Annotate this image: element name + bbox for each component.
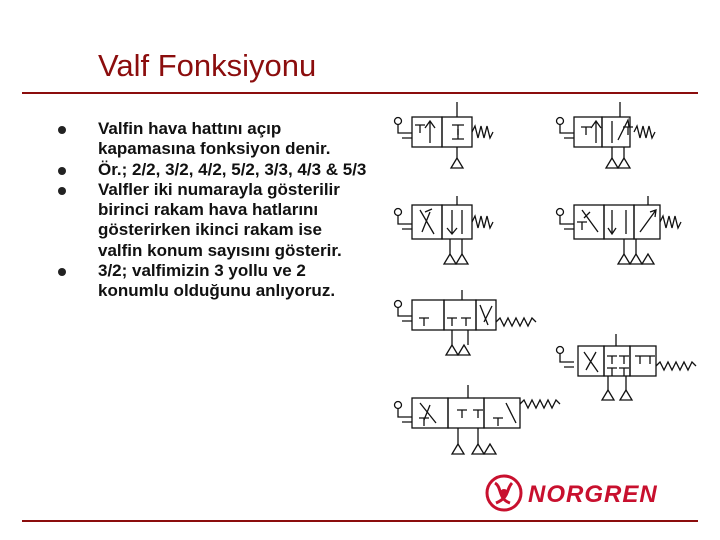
bullet-list (58, 119, 368, 302)
bullet-icon (58, 187, 66, 195)
valve-5-2-symbol (395, 385, 561, 454)
title-divider (22, 92, 698, 94)
norgren-logo (484, 471, 698, 515)
footer-divider (22, 520, 698, 522)
bullet-icon (58, 268, 66, 276)
valve-4-2-symbol (395, 290, 537, 355)
bullet-item (58, 261, 368, 302)
bullet-item (58, 180, 368, 261)
bullet-text: Valfler iki numarayla gösterilir birinci rakam hava hatlarını gösterirken ikinci rakam ise valfin konum sayısını gösterir. (98, 179, 342, 260)
valve-4-3-symbol (557, 196, 682, 264)
bullet-text: 3/2; valfimizin 3 yollu ve 2 konumlu olduğunu anlıyoruz. (98, 261, 336, 301)
bullet-item (58, 160, 368, 180)
slide-title: Valf Fonksiyonu (98, 48, 317, 83)
valve-symbols (385, 95, 700, 465)
bullet-icon (58, 126, 66, 134)
bullet-icon (58, 167, 66, 175)
valve-3-3-symbol (557, 102, 656, 168)
norgren-emblem-icon (487, 476, 521, 510)
bullet-item (58, 119, 368, 160)
bullet-text: Ör.; 2/2, 3/2, 4/2, 5/2, 3/3, 4/3 & 5/3 (98, 159, 367, 179)
valve-5-3-symbol (557, 334, 697, 400)
valve-2-2-symbol (395, 102, 494, 168)
norgren-wordmark: NORGREN (528, 481, 658, 508)
bullet-text: Valfin hava hattını açıp kapamasına fonksiyon denir. (98, 119, 331, 159)
valve-3-2-symbol (395, 196, 494, 264)
